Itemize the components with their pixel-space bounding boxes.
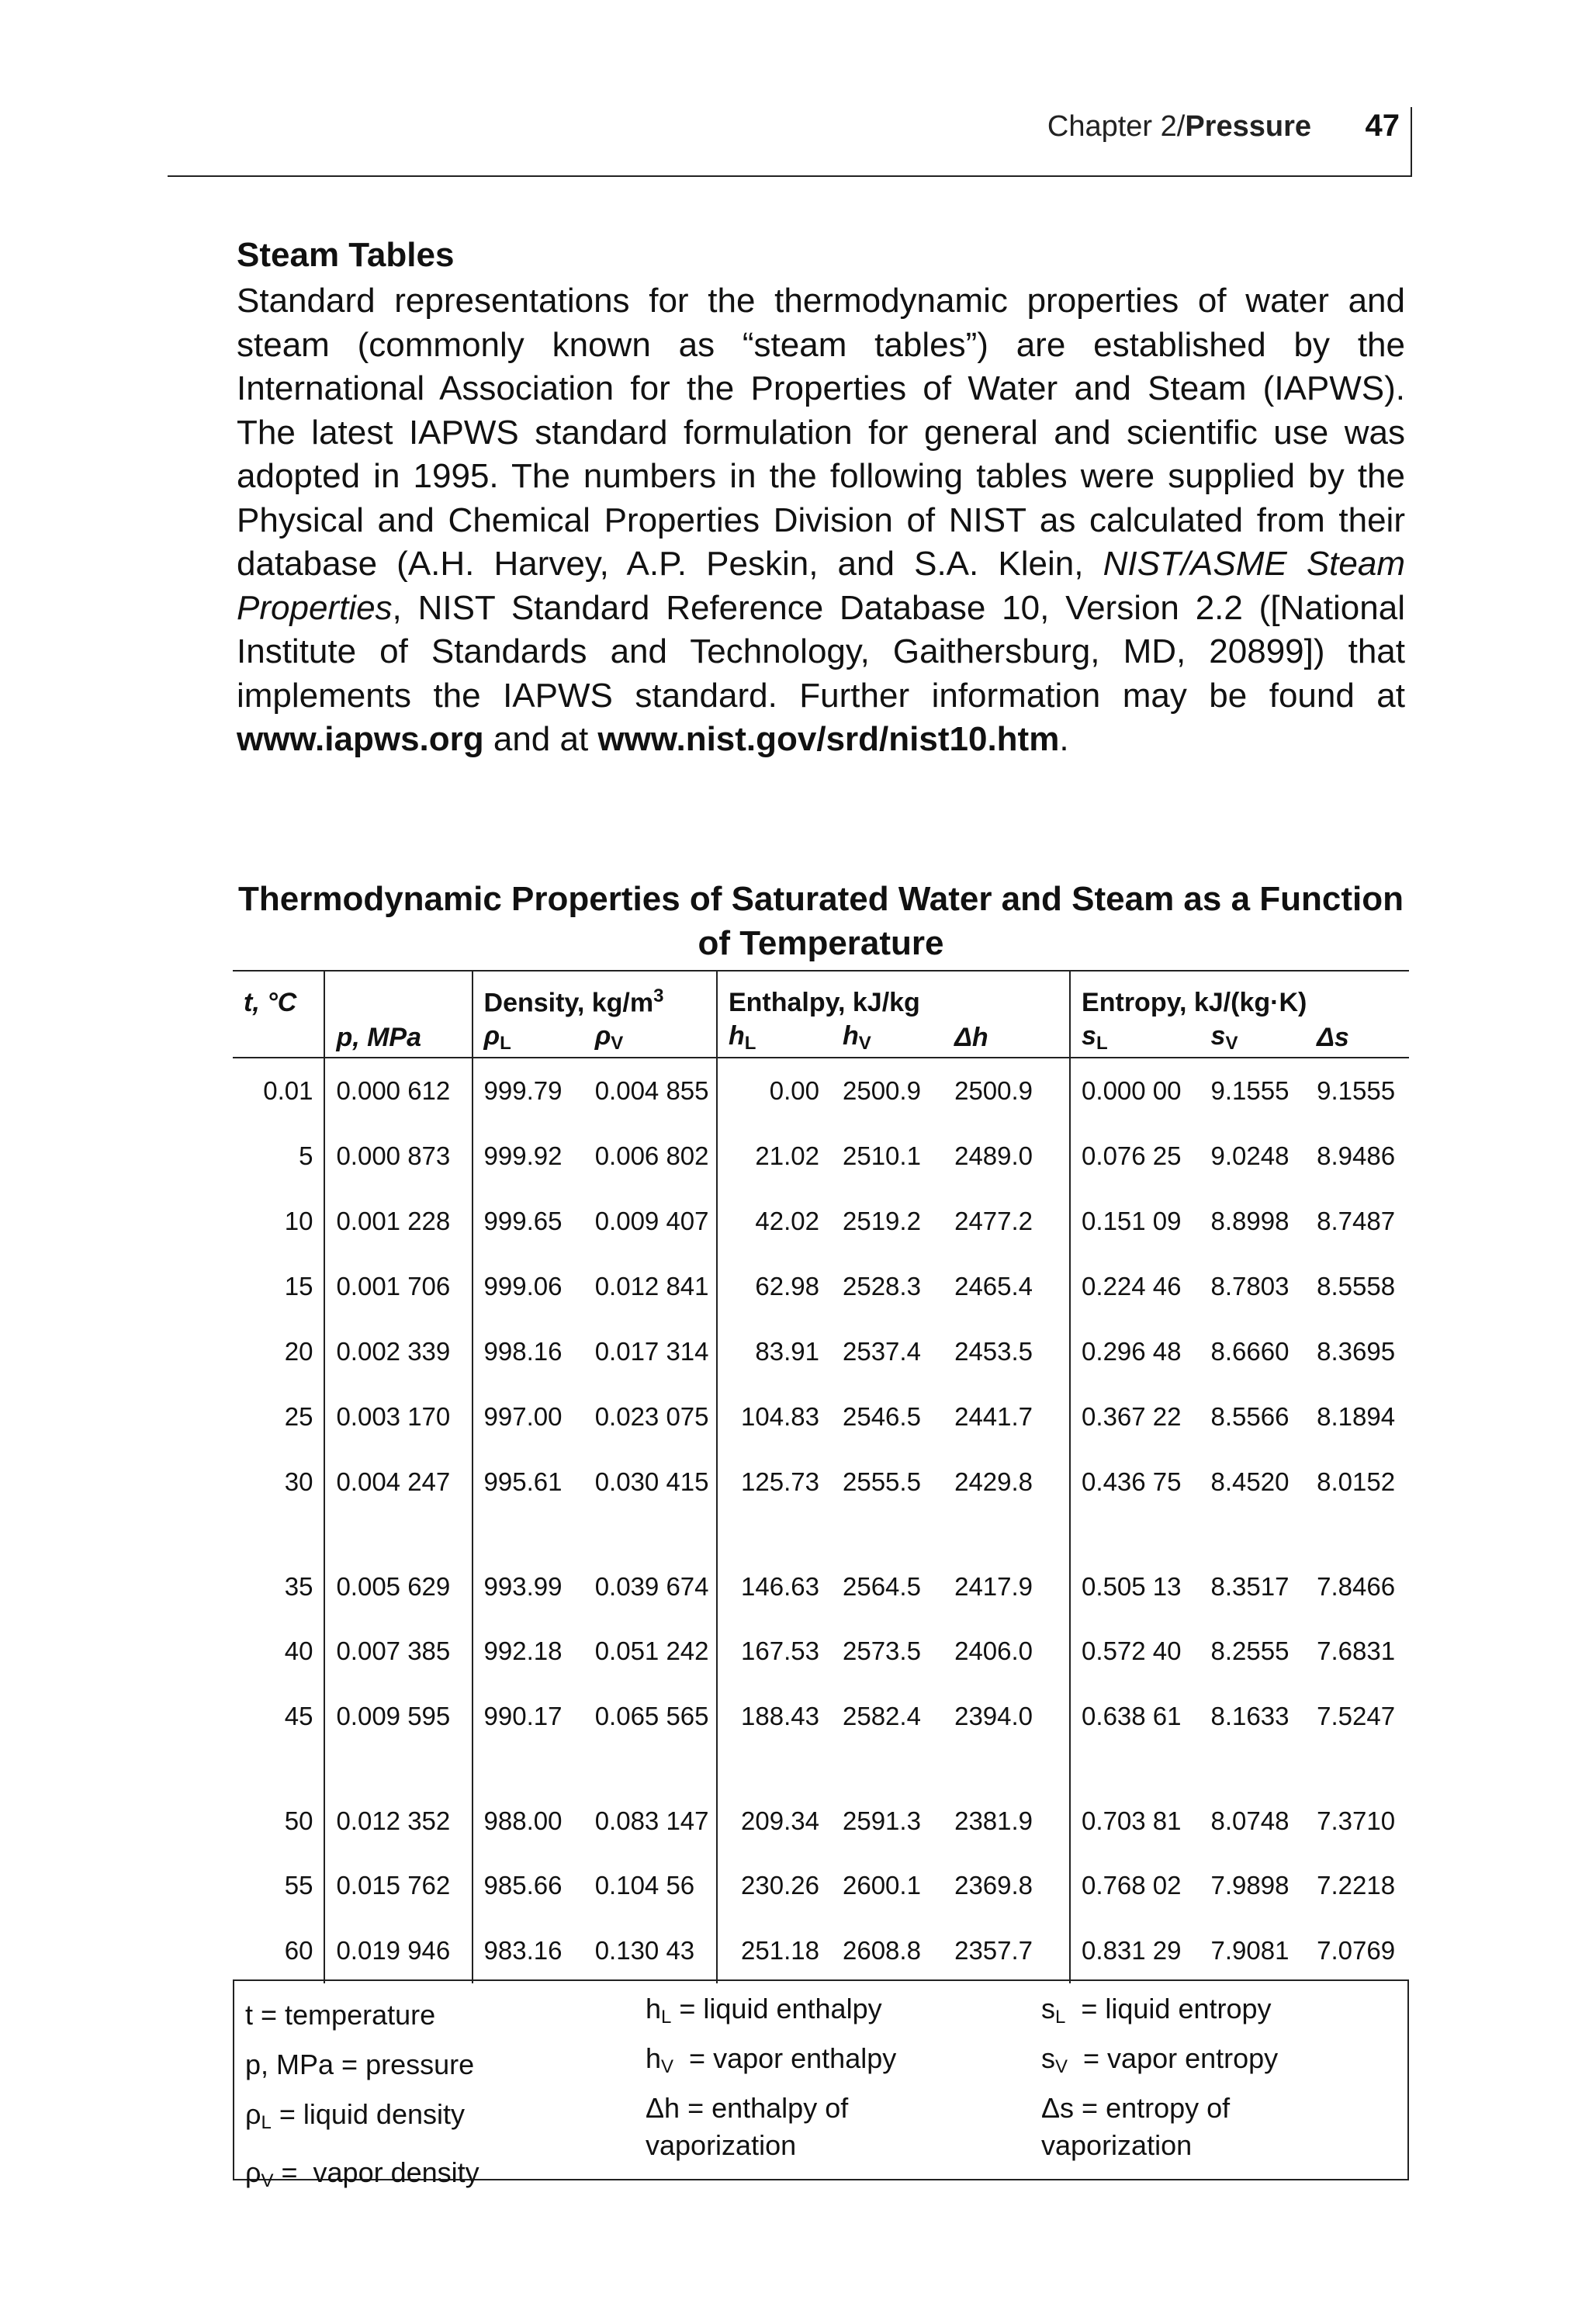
nist-link[interactable]: www.nist.gov/srd/nist10.htm (597, 720, 1060, 758)
cell-sL: 0.703 81 (1070, 1749, 1200, 1853)
table-row (233, 1058, 1409, 1124)
cell-ds: 7.2218 (1317, 1871, 1396, 1900)
cell-sL: 0.224 46 (1070, 1254, 1200, 1319)
col-header-density: Density, $kg/m^3$ (473, 971, 717, 1018)
legend-col-3 (1041, 1990, 1390, 2164)
legend-dh: Δh = enthalpy of vaporization (646, 2092, 849, 2161)
paragraph-text-2: , NIST Standard Reference Database 10, Version 2.2 ([National Institute of Standards and Technology, Gaithersburg, MD, 20899]) that implements the IAPWS standard. Further information may be found at (237, 588, 1405, 715)
cell-sL: 0.076 25 (1070, 1124, 1200, 1189)
cell-dh: 2406.0 (954, 1636, 1033, 1665)
page-header (168, 93, 1412, 177)
col-header-enthalpy: Enthalpy, kJ/kg (717, 971, 1070, 1018)
cell-p: 0.002 339 (324, 1319, 472, 1384)
cell-p: 0.019 946 (324, 1918, 472, 1983)
cell-hL: 188.43 (717, 1684, 832, 1749)
cell-dh: 2381.9 (954, 1806, 1033, 1835)
cell-sV: 8.5566 (1210, 1402, 1290, 1431)
table-row (233, 1515, 1409, 1619)
cell-ds: 8.3695 (1317, 1337, 1396, 1366)
cell-rhoL: 995.61 (473, 1449, 584, 1515)
cell-p: 0.000 873 (324, 1124, 472, 1189)
cell-p: 0.001 228 (324, 1189, 472, 1254)
cell-dh: 2453.5 (954, 1337, 1033, 1366)
cell-rhoL: 999.06 (473, 1254, 584, 1319)
cell-dh: 2429.8 (954, 1467, 1033, 1496)
col-header-ds: Δs (1306, 1018, 1409, 1058)
cell-ds: 8.7487 (1317, 1207, 1396, 1235)
cell-t: 15 (284, 1272, 313, 1301)
cell-sL: 0.572 40 (1070, 1619, 1200, 1684)
cell-hL: 230.26 (717, 1853, 832, 1918)
table-row (233, 1189, 1409, 1254)
cell-ds: 7.5247 (1317, 1702, 1396, 1730)
cell-ds: 9.1555 (1317, 1076, 1396, 1105)
cell-rhoL: 999.65 (473, 1189, 584, 1254)
col-header-p-spacer (324, 971, 472, 1018)
cell-p: 0.015 762 (324, 1853, 472, 1918)
col-header-rhoL: $\rho_L$ (473, 1018, 584, 1058)
cell-hL: 209.34 (717, 1749, 832, 1853)
cell-sV: 8.3517 (1210, 1572, 1290, 1601)
cell-rhoL: 998.16 (473, 1319, 584, 1384)
running-head (1047, 110, 1311, 144)
cell-sL: 0.505 13 (1070, 1515, 1200, 1619)
cell-hV: 2591.3 (842, 1806, 921, 1835)
cell-rhoV: 0.104 56 (594, 1871, 695, 1900)
iapws-link[interactable]: www.iapws.org (237, 720, 484, 758)
cell-ds: 7.6831 (1317, 1636, 1396, 1665)
cell-rhoL: 999.79 (473, 1058, 584, 1124)
legend-rhoL: $\rho_L$ = liquid density (245, 2098, 465, 2133)
steam-table-container (233, 970, 1409, 1965)
cell-hL: 104.83 (717, 1384, 832, 1449)
cell-p: 0.004 247 (324, 1449, 472, 1515)
cell-t: 30 (284, 1467, 313, 1496)
cell-hL: 62.98 (717, 1254, 832, 1319)
cell-sV: 8.4520 (1210, 1467, 1290, 1496)
book-title: NIST/ASME Steam Properties (237, 545, 1405, 627)
cell-dh: 2357.7 (954, 1936, 1033, 1965)
cell-sL: 0.296 48 (1070, 1319, 1200, 1384)
legend-sV: $s_V$ = vapor entropy (1041, 2042, 1279, 2077)
legend-t: t = temperature (245, 1999, 436, 2031)
cell-dh: 2417.9 (954, 1572, 1033, 1601)
table-row (233, 1319, 1409, 1384)
cell-t: 45 (284, 1702, 313, 1730)
cell-hV: 2537.4 (842, 1337, 921, 1366)
cell-ds: 8.0152 (1317, 1467, 1396, 1496)
cell-hV: 2582.4 (842, 1702, 921, 1730)
steam-table (233, 970, 1409, 1983)
page-number: 47 (1365, 109, 1400, 143)
cell-ds: 8.9486 (1317, 1141, 1396, 1170)
cell-hV: 2528.3 (842, 1272, 921, 1301)
cell-hV: 2546.5 (842, 1402, 921, 1431)
cell-t: 10 (284, 1207, 313, 1235)
cell-dh: 2394.0 (954, 1702, 1033, 1730)
cell-t: 50 (284, 1806, 313, 1835)
cell-hL: 42.02 (717, 1189, 832, 1254)
cell-t: 0.01 (263, 1076, 313, 1105)
table-row (233, 1918, 1409, 1983)
cell-hV: 2510.1 (842, 1141, 921, 1170)
cell-p: 0.003 170 (324, 1384, 472, 1449)
cell-rhoV: 0.030 415 (594, 1467, 709, 1496)
cell-sL: 0.638 61 (1070, 1684, 1200, 1749)
cell-sL: 0.768 02 (1070, 1853, 1200, 1918)
legend-col-2 (646, 1990, 995, 2164)
cell-rhoV: 0.006 802 (594, 1141, 709, 1170)
cell-sV: 8.2555 (1210, 1636, 1290, 1665)
cell-p: 0.000 612 (324, 1058, 472, 1124)
legend-rhoV: $\rho_V$ = vapor density (245, 2156, 479, 2191)
cell-hV: 2519.2 (842, 1207, 921, 1235)
cell-dh: 2489.0 (954, 1141, 1033, 1170)
col-header-sV: $s_V$ (1200, 1018, 1307, 1058)
cell-t: 25 (284, 1402, 313, 1431)
cell-p: 0.001 706 (324, 1254, 472, 1319)
header-row-1 (233, 971, 1409, 1018)
cell-hV: 2564.5 (842, 1572, 921, 1601)
cell-hV: 2500.9 (842, 1076, 921, 1105)
cell-t: 60 (284, 1936, 313, 1965)
col-header-p: p, MPa (324, 1018, 472, 1058)
cell-rhoL: 985.66 (473, 1853, 584, 1918)
table-row (233, 1384, 1409, 1449)
legend-hV: $h_V$ = vapor enthalpy (646, 2042, 897, 2077)
legend-col-1 (245, 1990, 618, 2206)
cell-sV: 8.1633 (1210, 1702, 1290, 1730)
cell-sL: 0.151 09 (1070, 1189, 1200, 1254)
legend-ds: Δs = entropy of vaporization (1041, 2092, 1231, 2161)
cell-rhoL: 997.00 (473, 1384, 584, 1449)
cell-rhoL: 990.17 (473, 1684, 584, 1749)
cell-rhoV: 0.012 841 (594, 1272, 709, 1301)
cell-hL: 0.00 (717, 1058, 832, 1124)
legend-p: p, MPa = pressure (245, 2049, 475, 2080)
table-row (233, 1254, 1409, 1319)
cell-rhoV: 0.039 674 (594, 1572, 709, 1601)
cell-rhoV: 0.065 565 (594, 1702, 709, 1730)
paragraph-text-3: and at (483, 720, 598, 758)
cell-hV: 2600.1 (842, 1871, 921, 1900)
cell-rhoV: 0.023 075 (594, 1402, 709, 1431)
cell-hL: 251.18 (717, 1918, 832, 1983)
table-row (233, 1853, 1409, 1918)
cell-hV: 2555.5 (842, 1467, 921, 1496)
cell-rhoL: 983.16 (473, 1918, 584, 1983)
cell-dh: 2441.7 (954, 1402, 1033, 1431)
cell-rhoV: 0.017 314 (594, 1337, 709, 1366)
cell-sL: 0.367 22 (1070, 1384, 1200, 1449)
cell-rhoL: 993.99 (473, 1515, 584, 1619)
col-header-rhoV: $\rho_V$ (584, 1018, 717, 1058)
cell-sV: 8.7803 (1210, 1272, 1290, 1301)
cell-ds: 7.3710 (1317, 1806, 1396, 1835)
col-header-dh: Δh (943, 1018, 1070, 1058)
cell-dh: 2500.9 (954, 1076, 1033, 1105)
cell-ds: 8.5558 (1317, 1272, 1396, 1301)
header-row-2 (233, 1018, 1409, 1058)
cell-rhoV: 0.083 147 (594, 1806, 709, 1835)
cell-hL: 21.02 (717, 1124, 832, 1189)
paragraph-text-1: Standard representations for the thermodynamic properties of water and steam (commonly known as “steam tables”) are established by the International Association for the Properties of Water and Steam (IAPWS). The latest IAPWS standard formulation for general and scientific use was adopted in 1995. The numbers in the following tables were supplied by the Physical and Chemical Properties Division of NIST as calculated from their database (A.H. Harvey, A.P. Peskin, and S.A. Klein, (237, 282, 1405, 583)
section-paragraph (237, 279, 1405, 762)
cell-sV: 7.9081 (1210, 1936, 1290, 1965)
col-header-sL: $s_L$ (1070, 1018, 1200, 1058)
cell-p: 0.012 352 (324, 1749, 472, 1853)
cell-t: 20 (284, 1337, 313, 1366)
cell-p: 0.005 629 (324, 1515, 472, 1619)
cell-hV: 2608.8 (842, 1936, 921, 1965)
cell-sV: 9.0248 (1210, 1141, 1290, 1170)
col-header-hV: $h_V$ (832, 1018, 943, 1058)
chapter-title: Pressure (1185, 110, 1311, 143)
cell-rhoV: 0.009 407 (594, 1207, 709, 1235)
cell-ds: 7.0769 (1317, 1936, 1396, 1965)
cell-sV: 9.1555 (1210, 1076, 1290, 1105)
cell-hV: 2573.5 (842, 1636, 921, 1665)
cell-hL: 167.53 (717, 1619, 832, 1684)
cell-sL: 0.436 75 (1070, 1449, 1200, 1515)
cell-hL: 83.91 (717, 1319, 832, 1384)
table-row (233, 1124, 1409, 1189)
section-title: Steam Tables (237, 236, 455, 274)
table-row (233, 1749, 1409, 1853)
cell-dh: 2465.4 (954, 1272, 1033, 1301)
col-header-t: t, °C (233, 971, 324, 1018)
cell-t: 55 (284, 1871, 313, 1900)
cell-t: 40 (284, 1636, 313, 1665)
cell-sV: 7.9898 (1210, 1871, 1290, 1900)
table-row (233, 1449, 1409, 1515)
cell-dh: 2369.8 (954, 1871, 1033, 1900)
cell-p: 0.007 385 (324, 1619, 472, 1684)
col-header-t-spacer (233, 1018, 324, 1058)
cell-rhoL: 988.00 (473, 1749, 584, 1853)
legend-hL: $h_L$ = liquid enthalpy (646, 1993, 882, 2028)
cell-sL: 0.000 00 (1070, 1058, 1200, 1124)
cell-ds: 7.8466 (1317, 1572, 1396, 1601)
cell-sV: 8.8998 (1210, 1207, 1290, 1235)
cell-ds: 8.1894 (1317, 1402, 1396, 1431)
col-header-hL: $h_L$ (717, 1018, 832, 1058)
cell-rhoV: 0.051 242 (594, 1636, 709, 1665)
legend-box (233, 1979, 1409, 2191)
cell-rhoV: 0.004 855 (594, 1076, 709, 1105)
cell-hL: 125.73 (717, 1449, 832, 1515)
cell-t: 5 (299, 1141, 313, 1170)
cell-p: 0.009 595 (324, 1684, 472, 1749)
cell-t: 35 (284, 1572, 313, 1601)
table-row (233, 1684, 1409, 1749)
legend-sL: $s_L$ = liquid entropy (1041, 1993, 1272, 2028)
header-rule (1411, 107, 1412, 175)
cell-sV: 8.6660 (1210, 1337, 1290, 1366)
cell-rhoL: 992.18 (473, 1619, 584, 1684)
cell-rhoL: 999.92 (473, 1124, 584, 1189)
col-header-entropy: Entropy, kJ/(kg·K) (1070, 971, 1409, 1018)
cell-sL: 0.831 29 (1070, 1918, 1200, 1983)
cell-rhoV: 0.130 43 (594, 1936, 695, 1965)
table-title: Thermodynamic Properties of Saturated Water and Steam as a Function of Temperature (237, 880, 1404, 962)
cell-hL: 146.63 (717, 1515, 832, 1619)
paragraph-text-4: . (1059, 720, 1069, 758)
cell-dh: 2477.2 (954, 1207, 1033, 1235)
chapter-prefix: Chapter 2/ (1047, 110, 1186, 143)
table-row (233, 1619, 1409, 1684)
cell-sV: 8.0748 (1210, 1806, 1290, 1835)
